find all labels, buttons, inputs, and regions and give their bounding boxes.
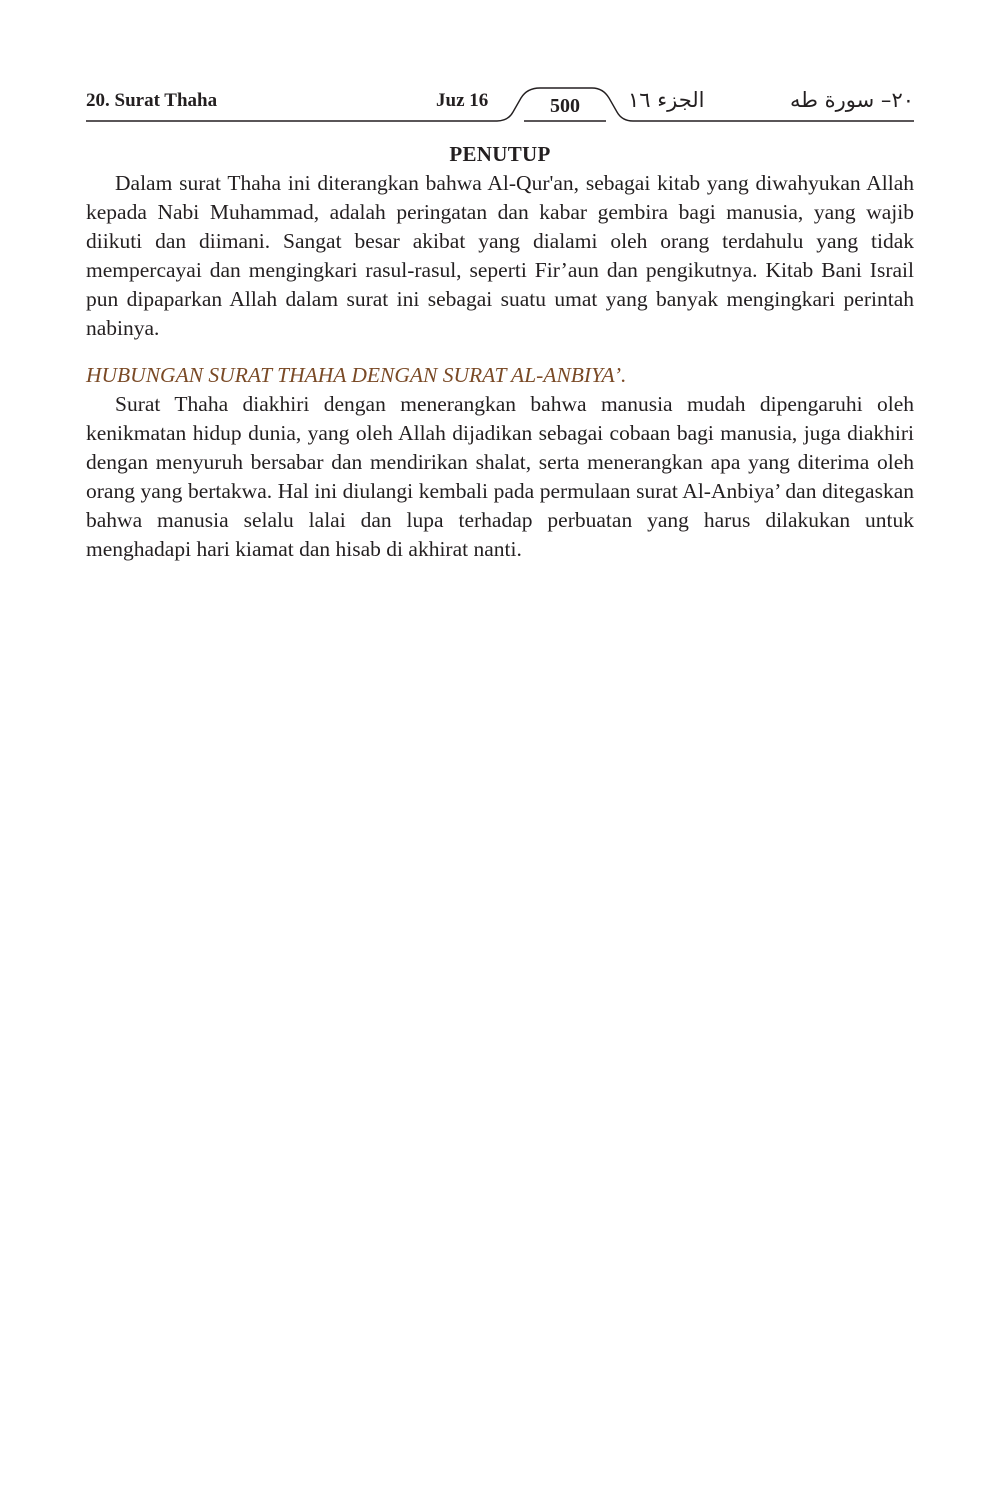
header-juz-label: Juz 16 xyxy=(436,90,489,111)
header-surah-title: 20. Surat Thaha xyxy=(86,90,218,111)
page-content xyxy=(86,140,914,564)
header-arabic-surah: ٢٠– سورة طه xyxy=(790,88,914,112)
paragraph-hubungan: Surat Thaha diakhiri dengan menerangkan bahwa manusia mudah dipengaruhi oleh kenikmatan hidup dunia, yang oleh Allah dijadikan sebagai cobaan bagi manusia, juga diakhiri dengan menyuruh bersabar dan mendirikan shalat, serta menerangkan apa yang diterima oleh orang yang bertakwa. Hal ini diulangi kembali pada permulaan surat Al-Anbiya’ dan ditegaskan bahwa manusia selalu lalai dan lupa terhadap perbuatan yang harus dilakukan untuk menghadapi hari kiamat dan hisab di akhirat nanti. xyxy=(86,392,914,561)
section-title-penutup: PENUTUP xyxy=(449,142,551,166)
section-title-hubungan: HUBUNGAN SURAT THAHA DENGAN SURAT AL-ANBIYA’. xyxy=(86,363,627,387)
page-header xyxy=(0,0,1000,130)
header-arabic-juz: الجزء ١٦ xyxy=(628,88,705,112)
paragraph-penutup: Dalam surat Thaha ini diterangkan bahwa Al-Qur'an, sebagai kitab yang diwahyukan Allah kepada Nabi Muhammad, adalah peringatan dan kabar gembira bagi manusia, yang wajib diikuti dan diimani. Sangat besar akibat yang dialami oleh orang terdahulu yang tidak mempercayai dan mengingkari rasul-rasul, seperti Fir’aun dan pengikutnya. Kitab Bani Israil pun dipaparkan Allah dalam surat ini sebagai suatu umat yang banyak mengingkari perintah nabinya. xyxy=(86,171,914,340)
page-number: 500 xyxy=(550,95,580,117)
